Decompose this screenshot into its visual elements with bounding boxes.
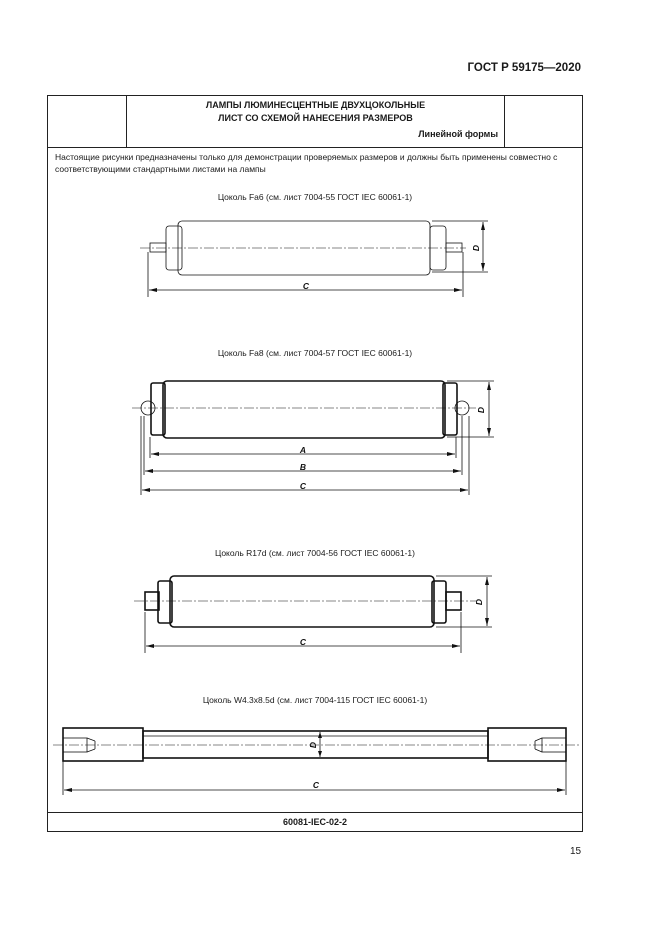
lamp-fa6-drawing (140, 221, 488, 297)
sheet-title-line1: ЛАМПЫ ЛЮМИНЕСЦЕНТНЫЕ ДВУХЦОКОЛЬНЫЕ (205, 100, 426, 110)
figure-caption-w43: Цоколь W4.3x8.5d (см. лист 7004-115 ГОСТ IEC 60061-1) (202, 695, 428, 705)
sheet-number: 60081-IEC-02-2 (282, 817, 348, 827)
page-number: 15 (570, 846, 582, 857)
r17d-dim-d-label: D (474, 598, 484, 606)
w43-dim-d-label: D (308, 741, 318, 749)
fa8-dim-c-label: C (299, 481, 307, 491)
sheet-title-line2: ЛИСТ СО СХЕМОЙ НАНЕСЕНИЯ РАЗМЕРОВ (218, 113, 413, 123)
fa6-dim-d-label: D (471, 244, 481, 252)
r17d-dim-c-label: C (299, 637, 307, 647)
fa8-dim-a-label: A (299, 445, 307, 455)
sheet-subtitle: Линейной формы (418, 129, 498, 139)
figure-caption-fa8: Цоколь Fa8 (см. лист 7004-57 ГОСТ IEC 60061-1) (217, 348, 413, 358)
lamp-fa8-drawing (132, 381, 494, 495)
w43-dim-c-label: C (312, 780, 320, 790)
fa6-dim-c-label: C (302, 281, 310, 291)
fa8-dim-d-label: D (476, 406, 486, 414)
fa8-dim-b-label: B (299, 462, 307, 472)
figure-caption-r17d: Цоколь R17d (см. лист 7004-56 ГОСТ IEC 60061-1) (215, 548, 415, 558)
standard-id: ГОСТ Р 59175—2020 (467, 62, 581, 74)
lamp-r17d-drawing (134, 576, 492, 653)
intro-text: Настоящие рисунки предназначены только для демонстрации проверяемых размеров и должны быть применены совместно с соответствующими стандартными листами на лампы (55, 152, 558, 174)
figure-caption-fa6: Цоколь Fa6 (см. лист 7004-55 ГОСТ IEC 60061-1) (217, 192, 413, 202)
